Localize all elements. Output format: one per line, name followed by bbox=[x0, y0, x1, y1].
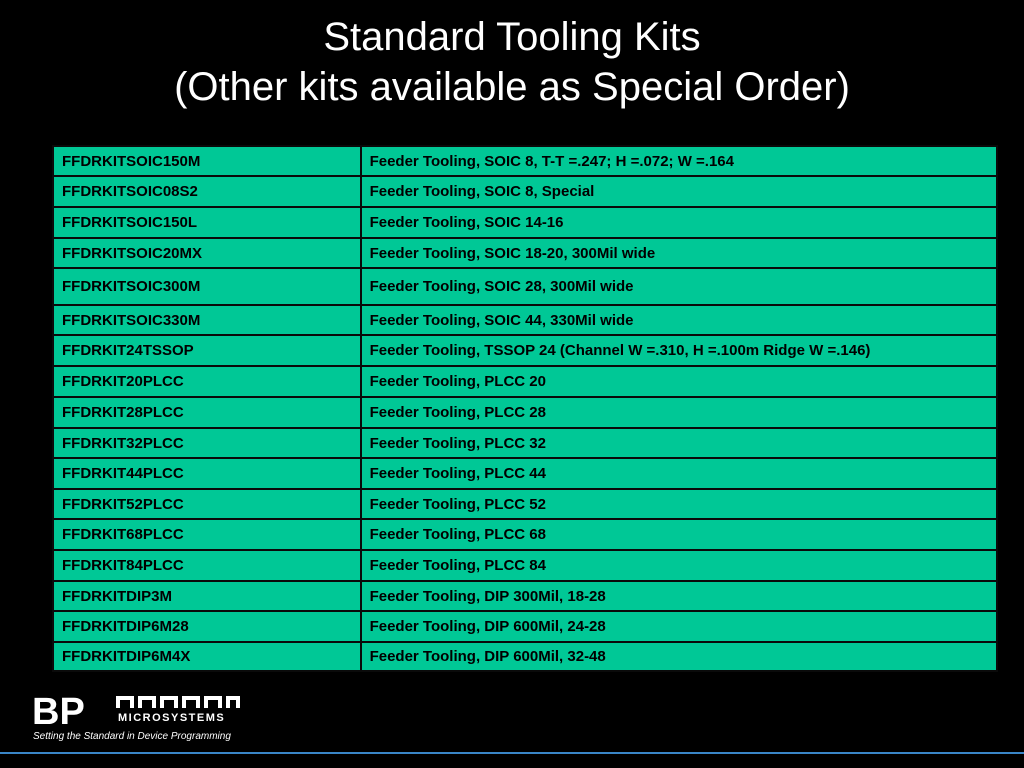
part-number-cell: FFDRKITDIP6M4X bbox=[53, 642, 361, 671]
table-row bbox=[53, 581, 997, 611]
table-row bbox=[53, 366, 997, 397]
description-cell: Feeder Tooling, DIP 600Mil, 32-48 bbox=[361, 642, 997, 671]
description-cell: Feeder Tooling, TSSOP 24 (Channel W =.310, H =.100m Ridge W =.146) bbox=[361, 335, 997, 366]
part-number-cell: FFDRKIT52PLCC bbox=[53, 489, 361, 519]
description-cell: Feeder Tooling, PLCC 52 bbox=[361, 489, 997, 519]
part-number-cell: FFDRKITSOIC150L bbox=[53, 207, 361, 238]
description-cell: Feeder Tooling, SOIC 44, 330Mil wide bbox=[361, 305, 997, 335]
table-row bbox=[53, 458, 997, 489]
table-row bbox=[53, 305, 997, 335]
description-cell: Feeder Tooling, DIP 600Mil, 24-28 bbox=[361, 611, 997, 642]
part-number-cell: FFDRKITSOIC300M bbox=[53, 268, 361, 305]
footer-rule bbox=[0, 752, 1024, 754]
description-cell: Feeder Tooling, PLCC 44 bbox=[361, 458, 997, 489]
tooling-kits-table-wrap bbox=[52, 145, 998, 672]
logo-letters: BP bbox=[32, 692, 85, 732]
part-number-cell: FFDRKITSOIC330M bbox=[53, 305, 361, 335]
part-number-cell: FFDRKIT28PLCC bbox=[53, 397, 361, 428]
table-row bbox=[53, 268, 997, 305]
part-number-cell: FFDRKIT20PLCC bbox=[53, 366, 361, 397]
table-row bbox=[53, 335, 997, 366]
table-row bbox=[53, 176, 997, 207]
part-number-cell: FFDRKITSOIC20MX bbox=[53, 238, 361, 268]
logo-pins-icon bbox=[118, 698, 238, 708]
table-row bbox=[53, 207, 997, 238]
table-row bbox=[53, 519, 997, 550]
part-number-cell: FFDRKIT32PLCC bbox=[53, 428, 361, 458]
title-block bbox=[0, 12, 1024, 112]
description-cell: Feeder Tooling, PLCC 68 bbox=[361, 519, 997, 550]
description-cell: Feeder Tooling, PLCC 32 bbox=[361, 428, 997, 458]
description-cell: Feeder Tooling, SOIC 14-16 bbox=[361, 207, 997, 238]
slide-subtitle: (Other kits available as Special Order) bbox=[174, 65, 850, 109]
description-cell: Feeder Tooling, SOIC 8, Special bbox=[361, 176, 997, 207]
part-number-cell: FFDRKIT84PLCC bbox=[53, 550, 361, 581]
description-cell: Feeder Tooling, SOIC 28, 300Mil wide bbox=[361, 268, 997, 305]
table-row bbox=[53, 642, 997, 671]
part-number-cell: FFDRKIT68PLCC bbox=[53, 519, 361, 550]
slide-title: Standard Tooling Kits bbox=[323, 15, 701, 59]
part-number-cell: FFDRKITSOIC08S2 bbox=[53, 176, 361, 207]
table-row bbox=[53, 428, 997, 458]
part-number-cell: FFDRKIT44PLCC bbox=[53, 458, 361, 489]
table-row bbox=[53, 550, 997, 581]
part-number-cell: FFDRKIT24TSSOP bbox=[53, 335, 361, 366]
part-number-cell: FFDRKITSOIC150M bbox=[53, 146, 361, 176]
description-cell: Feeder Tooling, DIP 300Mil, 18-28 bbox=[361, 581, 997, 611]
table-row bbox=[53, 238, 997, 268]
table-row bbox=[53, 146, 997, 176]
logo-word: MICROSYSTEMS bbox=[118, 712, 226, 724]
part-number-cell: FFDRKITDIP6M28 bbox=[53, 611, 361, 642]
description-cell: Feeder Tooling, SOIC 8, T-T =.247; H =.072; W =.164 bbox=[361, 146, 997, 176]
table-row bbox=[53, 489, 997, 519]
description-cell: Feeder Tooling, PLCC 84 bbox=[361, 550, 997, 581]
table-row bbox=[53, 397, 997, 428]
tooling-kits-table bbox=[52, 145, 998, 672]
tagline: Setting the Standard in Device Programming bbox=[33, 731, 231, 742]
part-number-cell: FFDRKITDIP3M bbox=[53, 581, 361, 611]
table-body bbox=[53, 146, 997, 671]
description-cell: Feeder Tooling, PLCC 28 bbox=[361, 397, 997, 428]
table-row bbox=[53, 611, 997, 642]
description-cell: Feeder Tooling, PLCC 20 bbox=[361, 366, 997, 397]
description-cell: Feeder Tooling, SOIC 18-20, 300Mil wide bbox=[361, 238, 997, 268]
